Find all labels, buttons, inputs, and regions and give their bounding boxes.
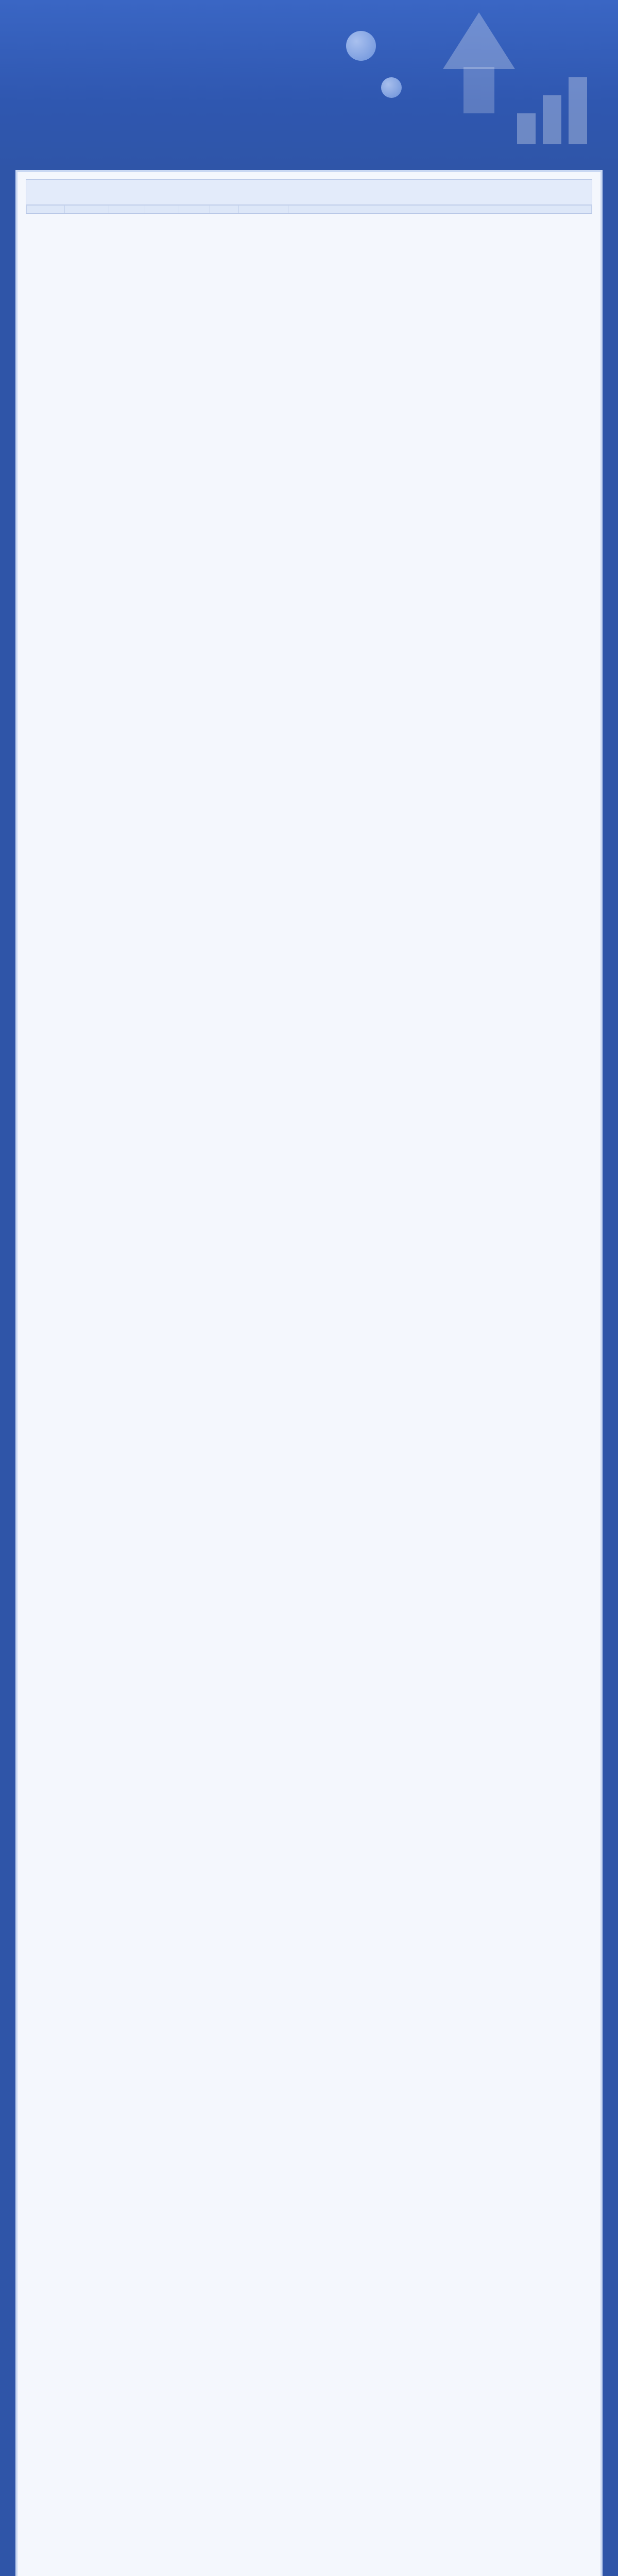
limit-up-content [15,170,603,2576]
header-banner [0,0,618,170]
column-header [109,206,145,213]
column-header [210,206,239,213]
table-header-row [27,206,592,213]
up-arrow-stem-icon [464,67,494,113]
column-header [65,206,109,213]
stock-table [26,205,592,213]
coin-icon [381,77,402,98]
coin-icon [346,31,376,61]
column-header [179,206,210,213]
sector-section [26,179,592,214]
sector-title [26,180,592,205]
bar-chart-icon [517,77,587,144]
report-date [31,118,587,139]
column-header [145,206,179,213]
column-header [27,206,65,213]
column-header [239,206,288,213]
up-arrow-icon [443,12,515,69]
column-header [288,206,592,213]
page-title [31,66,587,109]
